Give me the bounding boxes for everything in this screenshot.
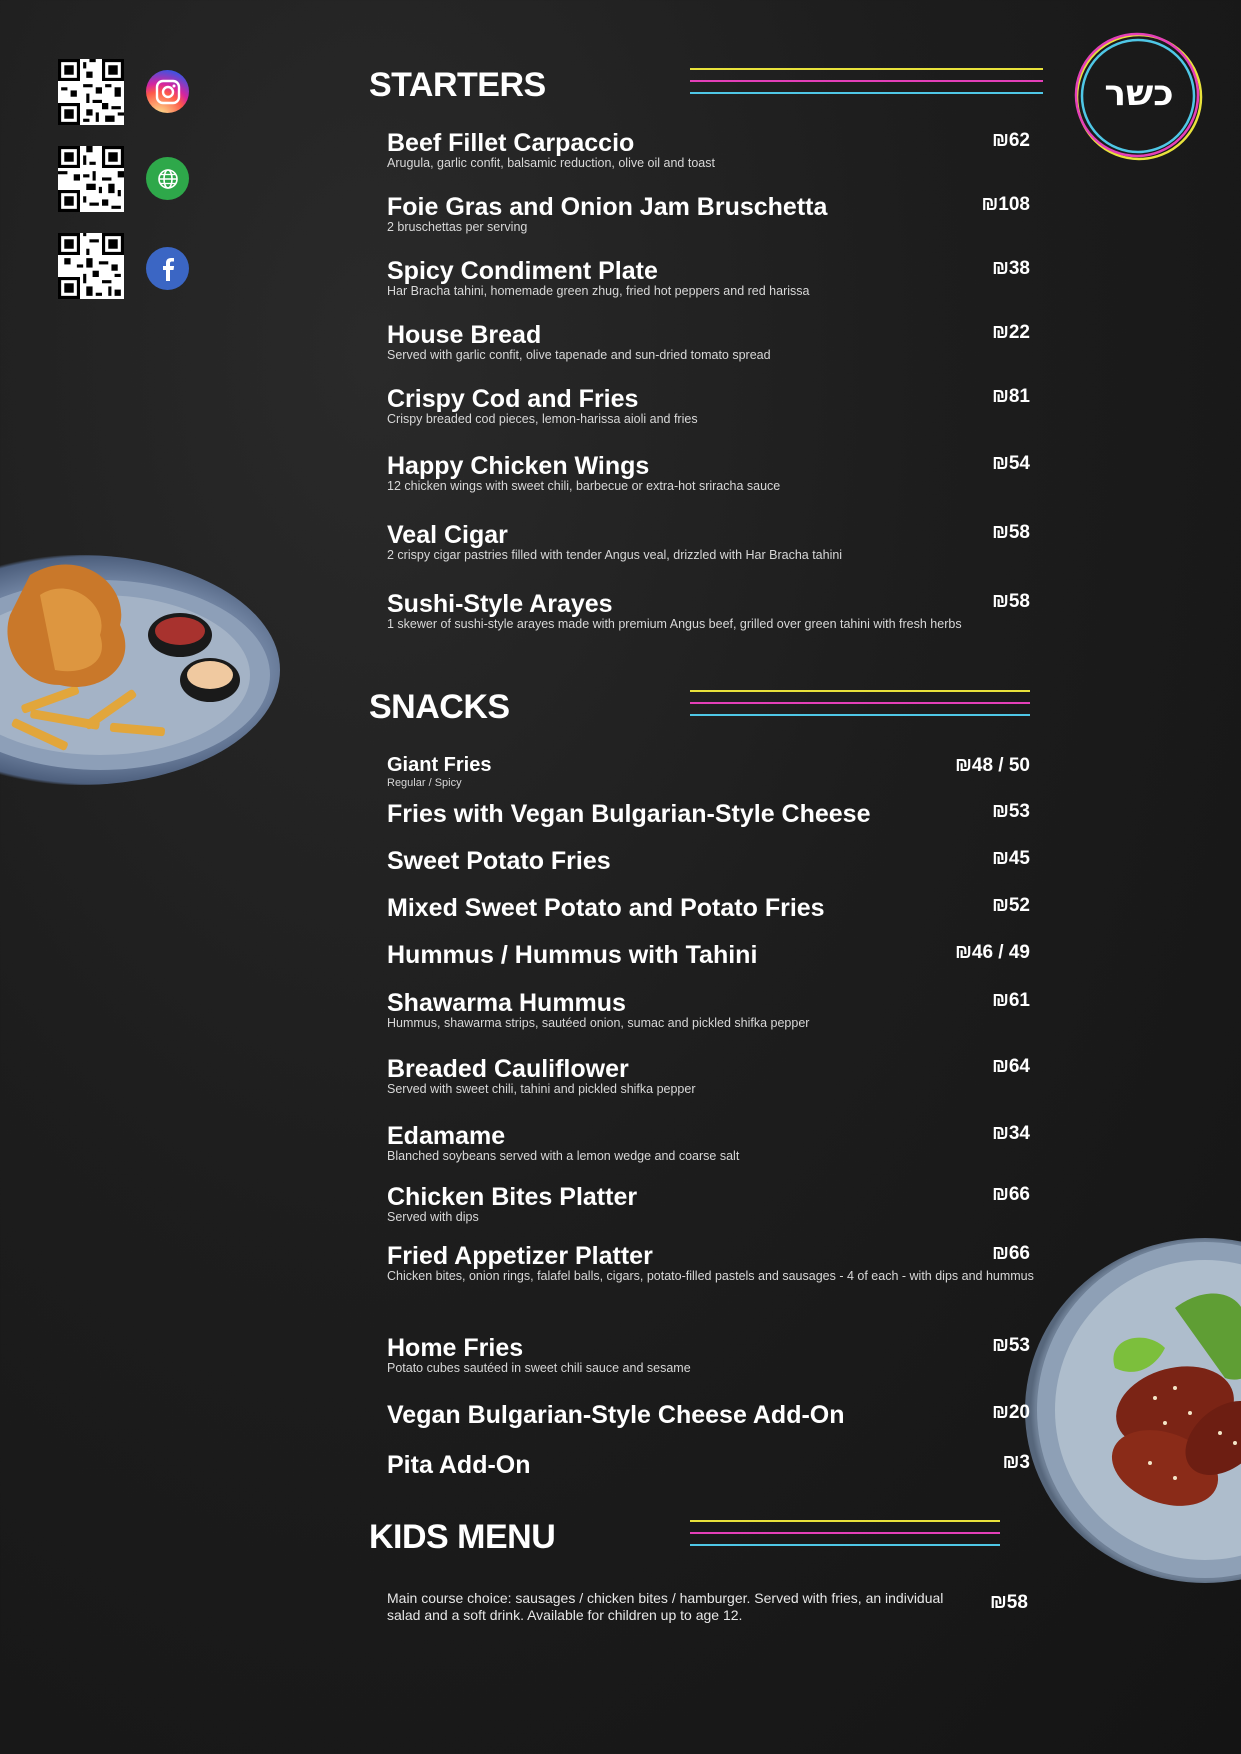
kids-menu-description: Main course choice: sausages / chicken bites / hamburger. Served with fries, an individual salad and a soft drink. Available for children up to age 12. [387,1590,944,1623]
item-price: ₪81 [992,386,1030,407]
item-price: ₪58 [992,591,1030,612]
menu-item [387,386,1030,426]
menu-item [387,990,1030,1030]
item-price: ₪46 / 49 [955,942,1030,963]
item-name: House Bread [387,321,542,349]
item-name: Chicken Bites Platter [387,1183,638,1211]
fish-and-chips-image [0,555,280,785]
item-price: ₪53 [992,1335,1030,1356]
item-name: Vegan Bulgarian-Style Cheese Add-On [387,1401,845,1429]
item-description: 2 crispy cigar pastries filled with tender Angus veal, drizzled with Har Bracha tahini [387,548,843,562]
item-price: ₪38 [992,258,1030,279]
item-description: Potato cubes sautéed in sweet chili sauce and sesame [387,1361,691,1375]
item-name: Home Fries [387,1334,524,1362]
starters-title: STARTERS [369,66,546,104]
qr-code-website [58,146,124,212]
kids-divider [690,1520,1000,1556]
item-price: ₪108 [981,194,1030,215]
item-description: Crispy breaded cod pieces, lemon-harissa aioli and fries [387,412,698,426]
item-name: Hummus / Hummus with Tahini [387,941,758,969]
item-description: Arugula, garlic confit, balsamic reduction, olive oil and toast [387,156,715,170]
item-name: Veal Cigar [387,521,508,549]
globe-icon[interactable] [146,157,189,200]
item-name: Crispy Cod and Fries [387,385,639,413]
menu-item [387,848,1030,874]
menu-item [387,258,1030,298]
facebook-icon[interactable] [146,247,189,290]
item-name: Mixed Sweet Potato and Potato Fries [387,894,825,922]
item-price: ₪3 [1002,1452,1030,1473]
item-description: 12 chicken wings with sweet chili, barbecue or extra-hot sriracha sauce [387,479,781,493]
item-description: Served with sweet chili, tahini and pickled shifka pepper [387,1082,696,1096]
item-description: 2 bruschettas per serving [387,220,528,234]
kosher-badge [1073,31,1205,163]
snacks-divider [690,690,1030,726]
item-name: Edamame [387,1122,506,1150]
menu-item [387,942,1030,968]
menu-item [387,1056,1030,1096]
item-price: ₪61 [992,990,1030,1011]
item-description: Har Bracha tahini, homemade green zhug, fried hot peppers and red harissa [387,284,810,298]
item-name: Giant Fries [387,754,492,776]
item-name: Happy Chicken Wings [387,452,650,480]
menu-item [387,1402,1030,1428]
kids-menu-price: ₪58 [990,1592,1028,1613]
item-description: Served with garlic confit, olive tapenade and sun-dried tomato spread [387,348,771,362]
item-name: Fried Appetizer Platter [387,1242,653,1270]
menu-item [387,194,1030,234]
menu-item [387,755,1030,790]
menu-item [387,453,1030,493]
item-price: ₪54 [992,453,1030,474]
menu-item [387,522,1030,562]
menu-item [387,801,1030,827]
item-price: ₪66 [992,1243,1030,1264]
menu-item [387,1335,1030,1375]
menu-item [387,130,1030,170]
item-description: 1 skewer of sushi-style arayes made with premium Angus beef, grilled over green tahini with fresh herbs [387,617,962,631]
item-price: ₪22 [992,322,1030,343]
item-price: ₪66 [992,1184,1030,1205]
menu-item [387,895,1030,921]
menu-item [387,1184,1030,1224]
menu-item [387,1123,1030,1163]
item-price: ₪52 [992,895,1030,916]
item-name: Sweet Potato Fries [387,847,611,875]
item-name: Pita Add-On [387,1451,531,1479]
item-name: Fries with Vegan Bulgarian-Style Cheese [387,800,871,828]
menu-item [387,322,1030,362]
menu-item [387,591,1030,631]
item-description: Chicken bites, onion rings, falafel balls, cigars, potato-filled pastels and sausages - 4 of each - with dips and hummus [387,1269,1034,1283]
item-description: Regular / Spicy [387,777,462,789]
item-price: ₪62 [992,130,1030,151]
qr-code-instagram [58,59,124,125]
item-price: ₪48 / 50 [955,755,1030,776]
item-name: Beef Fillet Carpaccio [387,129,635,157]
item-price: ₪53 [992,801,1030,822]
starters-divider [690,68,1043,104]
item-name: Spicy Condiment Plate [387,257,658,285]
item-name: Shawarma Hummus [387,989,626,1017]
item-price: ₪20 [992,1402,1030,1423]
item-price: ₪64 [992,1056,1030,1077]
snacks-title: SNACKS [369,688,510,726]
item-description: Hummus, shawarma strips, sautéed onion, sumac and pickled shifka pepper [387,1016,810,1030]
kids-menu-title: KIDS MENU [369,1518,556,1556]
menu-item [387,1242,1034,1283]
item-name: Sushi-Style Arayes [387,590,613,618]
menu-item [387,1452,1030,1478]
item-price: ₪58 [992,522,1030,543]
chicken-wings-image [1025,1238,1241,1583]
item-price: ₪45 [992,848,1030,869]
item-description: Blanched soybeans served with a lemon wedge and coarse salt [387,1149,740,1163]
qr-code-facebook [58,233,124,299]
item-price: ₪34 [992,1123,1030,1144]
item-name: Breaded Cauliflower [387,1055,629,1083]
item-name: Foie Gras and Onion Jam Bruschetta [387,193,828,221]
instagram-icon[interactable] [146,70,189,113]
kosher-label: כשר [1104,73,1174,114]
item-description: Served with dips [387,1210,479,1224]
